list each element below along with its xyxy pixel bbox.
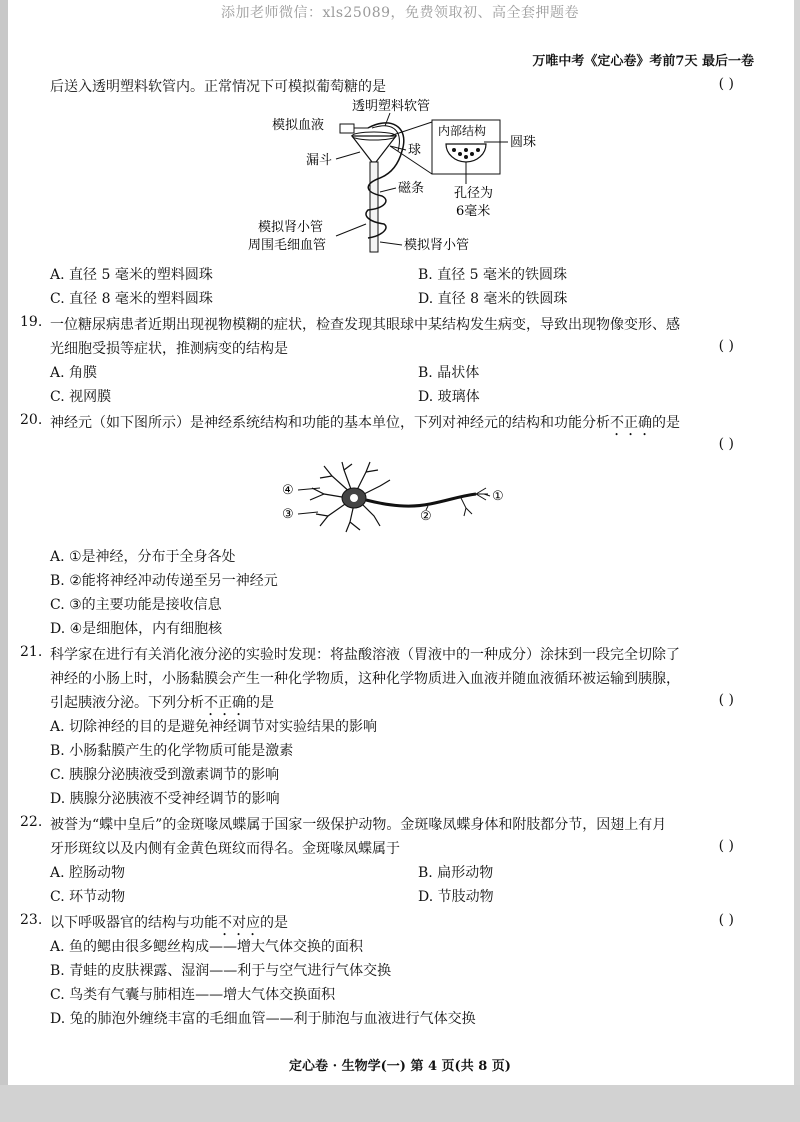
q22-answer-paren: ( ) bbox=[718, 838, 734, 854]
q19-stem-line1: 一位糖尿病患者近期出现视物模糊的症状，检查发现其眼球中某结构发生病变，导致出现物像变形、感 bbox=[50, 317, 680, 333]
q20-stem-post: 的是 bbox=[652, 415, 680, 431]
q23-stem-post: 的是 bbox=[260, 915, 288, 931]
q22-option-a[interactable]: A. 腔肠动物 bbox=[50, 865, 126, 881]
ball-label: 球 bbox=[408, 143, 422, 158]
q21-stem-post: 的是 bbox=[246, 695, 274, 711]
q21-stem-line2: 神经的小肠上时，小肠黏膜会产生一种化学物质，这种化学物质进入血液并随血液循环被运输到胰腺， bbox=[50, 671, 680, 687]
q20-option-d[interactable]: D. ④是细胞体，内有细胞核 bbox=[50, 621, 223, 637]
capillary-label-1: 模拟肾小管 bbox=[258, 220, 324, 235]
q21-stem-line1: 科学家在进行有关消化液分泌的实验时发现：将盐酸溶液（胃液中的一种成分）涂抹到一段完全切除了 bbox=[50, 647, 680, 663]
q19-option-a[interactable]: A. 角膜 bbox=[50, 365, 98, 381]
q18-answer-paren: ( ) bbox=[718, 76, 734, 92]
q23-option-d[interactable]: D. 兔的肺泡外缠绕丰富的毛细血管——利于肺泡与血液进行气体交换 bbox=[50, 1011, 476, 1027]
q19-number: 19. bbox=[20, 314, 43, 330]
funnel-label: 漏斗 bbox=[306, 153, 333, 168]
q21-option-c[interactable]: C. 胰腺分泌胰液受到激素调节的影响 bbox=[50, 767, 280, 783]
scan-shadow bbox=[0, 1085, 800, 1122]
neuron-label-1: ① bbox=[492, 489, 504, 504]
q21-option-a[interactable]: A. 切除神经的目的是避免神经调节对实验结果的影响 bbox=[50, 719, 378, 735]
neuron-label-4: ④ bbox=[282, 483, 294, 498]
q20-option-a[interactable]: A. ①是神经，分布于全身各处 bbox=[50, 549, 236, 565]
q22-stem-line1: 被誉为“蝶中皇后”的金斑喙凤蝶属于国家一级保护动物。金斑喙凤蝶身体和附肢都分节，因翅上有月 bbox=[50, 817, 667, 833]
q22-number: 22. bbox=[20, 814, 43, 830]
q23-option-a[interactable]: A. 鱼的鳃由很多鳃丝构成——增大气体交换的面积 bbox=[50, 939, 364, 955]
neuron-diagram bbox=[280, 458, 510, 538]
q20-number: 20. bbox=[20, 412, 43, 428]
q21-answer-paren: ( ) bbox=[718, 692, 734, 708]
q23-stem-line1 bbox=[50, 912, 288, 939]
tubule-label: 模拟肾小管 bbox=[404, 238, 470, 253]
q18-option-d[interactable]: D. 直径 8 毫米的铁圆珠 bbox=[418, 291, 568, 307]
q19-option-b[interactable]: B. 晶状体 bbox=[418, 365, 480, 381]
q20-answer-paren: ( ) bbox=[718, 436, 734, 452]
q18-option-b[interactable]: B. 直径 5 毫米的铁圆珠 bbox=[418, 267, 567, 283]
page-header: 万唯中考《定心卷》考前7天 最后一卷 bbox=[532, 54, 754, 69]
q20-stem-pre: 神经元（如下图所示）是神经系统结构和功能的基本单位，下列对神经元的结构和功能分析 bbox=[50, 415, 610, 431]
q23-number: 23. bbox=[20, 912, 43, 928]
neuron-label-2: ② bbox=[420, 509, 432, 524]
q22-option-d[interactable]: D. 节肢动物 bbox=[418, 889, 494, 905]
q19-answer-paren: ( ) bbox=[718, 338, 734, 354]
q23-option-b[interactable]: B. 青蛙的皮肤裸露、湿润——利于与空气进行气体交换 bbox=[50, 963, 392, 979]
q22-stem-line2: 牙形斑纹以及内侧有金黄色斑纹而得名。金斑喙凤蝶属于 bbox=[50, 841, 400, 857]
page-footer: 定心卷 · 生物学(一) 第 4 页(共 8 页) bbox=[289, 1059, 511, 1074]
q20-option-c[interactable]: C. ③的主要功能是接收信息 bbox=[50, 597, 222, 613]
q18-stem: 后送入透明塑料软管内。正常情况下可模拟葡萄糖的是 bbox=[50, 79, 386, 95]
q18-option-a[interactable]: A. 直径 5 毫米的塑料圆珠 bbox=[50, 267, 213, 283]
capillary-label-2: 周围毛细血管 bbox=[248, 238, 327, 253]
magnet-label: 磁条 bbox=[398, 181, 425, 196]
bead-label: 圆珠 bbox=[510, 135, 537, 150]
q23-emphasis: 不对应 bbox=[218, 915, 260, 931]
blood-label: 模拟血液 bbox=[272, 118, 325, 133]
q22-option-b[interactable]: B. 扁形动物 bbox=[418, 865, 494, 881]
internal-structure-label: 内部结构 bbox=[438, 124, 487, 138]
kidney-model-diagram bbox=[240, 96, 570, 256]
q23-stem-pre: 以下呼吸器官的结构与功能 bbox=[50, 915, 218, 931]
q21-option-d[interactable]: D. 胰腺分泌胰液不受神经调节的影响 bbox=[50, 791, 280, 807]
q19-stem-line2: 光细胞受损等症状，推测病变的结构是 bbox=[50, 341, 288, 357]
q19-option-d[interactable]: D. 玻璃体 bbox=[418, 389, 480, 405]
q20-option-b[interactable]: B. ②能将神经冲动传递至另一神经元 bbox=[50, 573, 278, 589]
neuron-label-3: ③ bbox=[282, 507, 294, 522]
watermark-text: 添加老师微信：xls25089，免费领取初、高全套押题卷 bbox=[220, 5, 580, 21]
q21-option-b[interactable]: B. 小肠黏膜产生的化学物质可能是激素 bbox=[50, 743, 294, 759]
q20-emphasis: 不正确 bbox=[610, 415, 652, 431]
q23-option-c[interactable]: C. 鸟类有气囊与肺相连——增大气体交换面积 bbox=[50, 987, 336, 1003]
pore-label: 孔径为 bbox=[454, 186, 494, 201]
q21-stem-pre: 引起胰液分泌。下列分析 bbox=[50, 695, 204, 711]
q19-option-c[interactable]: C. 视网膜 bbox=[50, 389, 112, 405]
pore-size-label: 6毫米 bbox=[456, 204, 491, 219]
q22-option-c[interactable]: C. 环节动物 bbox=[50, 889, 126, 905]
q18-option-c[interactable]: C. 直径 8 毫米的塑料圆珠 bbox=[50, 291, 213, 307]
q20-stem-line1 bbox=[50, 412, 680, 439]
q21-stem-line3 bbox=[50, 692, 274, 719]
tube-label: 透明塑料软管 bbox=[352, 99, 431, 114]
q23-answer-paren: ( ) bbox=[718, 912, 734, 928]
q21-emphasis: 不正确 bbox=[204, 695, 246, 711]
q21-number: 21. bbox=[20, 644, 43, 660]
